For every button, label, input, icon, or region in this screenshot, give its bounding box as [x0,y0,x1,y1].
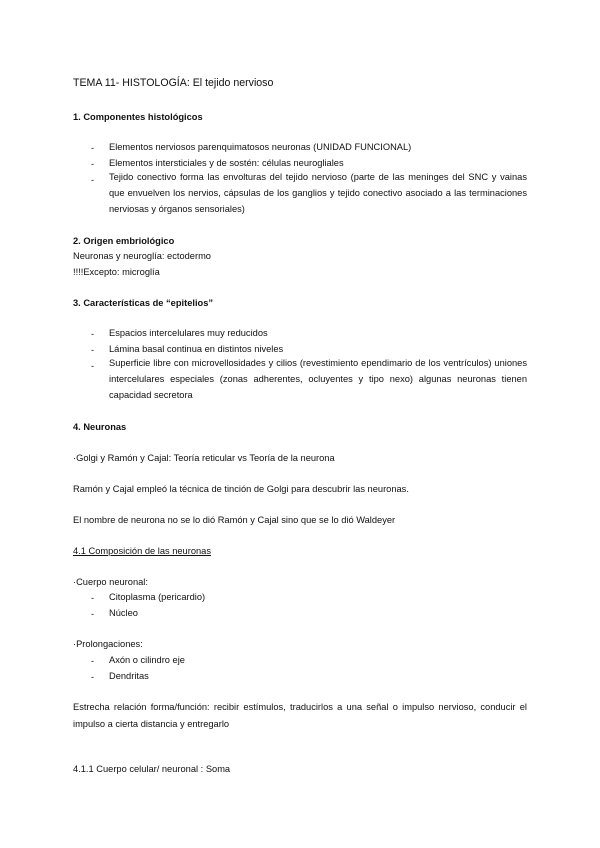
list-item: Elementos nerviosos parenquimatosos neuronas (UNIDAD FUNCIONAL) [109,142,412,152]
section-2-heading: 2. Origen embriológico [73,236,175,246]
list-item: Lámina basal continua en distintos niveles [109,344,284,354]
list-item: Citoplasma (pericardio) [109,592,206,602]
list-item: Axón o cilindro eje [109,655,185,665]
list-item: Superficie libre con microvellosidades y cilios (revestimiento ependimario de los ventrículos) uniones intercelulares especiales (zonas adherentes, ocluyentes y tipo nexo) algunas neuronas tienen capacidad secretora [109,358,527,400]
bullet-dash: - [91,345,95,355]
section-1-heading: 1. Componentes histológicos [73,112,203,122]
section-4-heading: 4. Neuronas [73,422,127,432]
bullet-dash: - [91,593,95,603]
paragraph: Estrecha relación forma/función: recibir estímulos, traducirlos a una señal o impulso nervioso, conducir el impulso a cierta distancia y entregarlo [73,702,527,729]
section-4-1-1-heading: 4.1.1 Cuerpo celular/ neuronal : Soma [73,764,231,774]
list-item: Espacios intercelulares muy reducidos [109,328,268,338]
bullet-dash: - [91,609,95,619]
paragraph: El nombre de neurona no se lo dió Ramón y Cajal sino que se lo dió Waldeyer [73,515,396,525]
paragraph: ·Golgi y Ramón y Cajal: Teoría reticular vs Teoría de la neurona [73,453,335,463]
bullet-dash: - [91,143,95,153]
list-item: Núcleo [109,608,138,618]
paragraph: Ramón y Cajal empleó la técnica de tinción de Golgi para descubrir las neuronas. [73,484,409,494]
bullet-dash: - [91,175,95,185]
section-3-heading: 3. Características de “epitelios” [73,298,214,308]
list-item: Tejido conectivo forma las envolturas del tejido nervioso (parte de las meninges del SNC y vainas que envuelven los nervios, cápsulas de los ganglios y tejido conectivo asociado a las terminaciones nerviosas y órganos sensoriales) [109,172,527,214]
section-4-1-heading: 4.1 Composición de las neuronas [73,546,211,556]
text-line: ·Cuerpo neuronal: [73,577,148,587]
bullet-dash: - [91,656,95,666]
bullet-dash: - [91,159,95,169]
text-line: Neuronas y neuroglía: ectodermo [73,251,211,261]
bullet-dash: - [91,329,95,339]
list-item: Dendritas [109,671,149,681]
list-item: Elementos intersticiales y de sostén: células neurogliales [109,158,344,168]
document-title: TEMA 11- HISTOLOGÍA: El tejido nervioso [73,77,274,89]
bullet-dash: - [91,672,95,682]
text-line: ·Prolongaciones: [73,639,143,649]
bullet-dash: - [91,361,95,371]
text-line: !!!!Excepto: microglía [73,267,160,277]
